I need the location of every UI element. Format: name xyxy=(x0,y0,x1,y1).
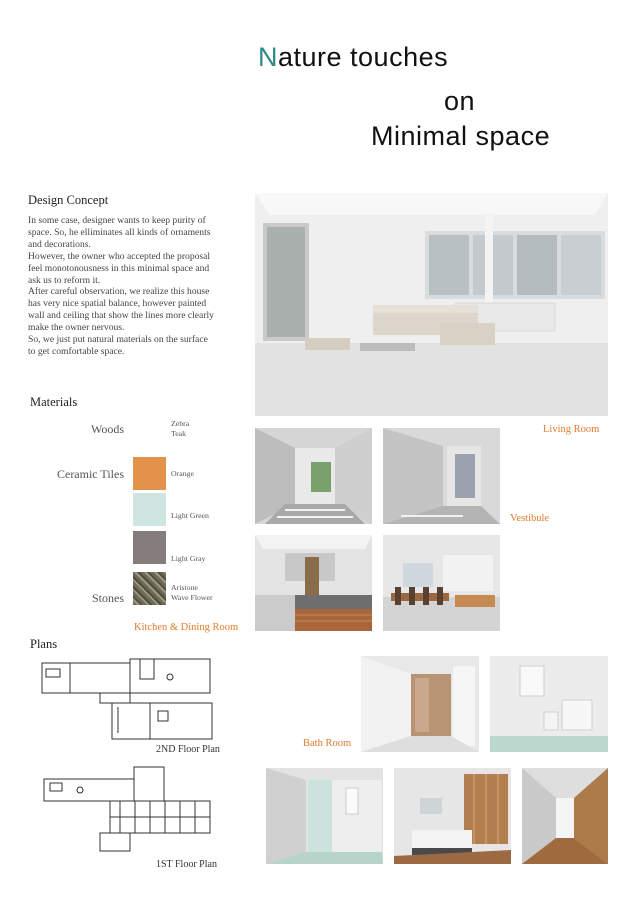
materials-heading: Materials xyxy=(30,395,78,409)
kitchen-dining-label: Kitchen & Dining Room xyxy=(134,622,239,633)
swatch-orange-name: Orange xyxy=(171,469,194,478)
living-room-label: Living Room xyxy=(543,424,600,435)
corridor-render xyxy=(522,768,608,864)
living-room-render xyxy=(255,193,608,416)
ceramic-tiles-label: Ceramic Tiles xyxy=(56,467,124,481)
swatch-light-gray xyxy=(133,531,166,564)
stones-label: Stones xyxy=(91,591,124,605)
swatch-light-green xyxy=(133,493,166,526)
title-accent-letter: N xyxy=(258,42,278,72)
vestibule-render-2 xyxy=(383,428,500,524)
swatch-orange xyxy=(133,457,166,490)
title-line-1 xyxy=(258,42,448,73)
second-floor-plan-drawing xyxy=(40,657,215,742)
title-line-3-c: space xyxy=(475,121,551,151)
first-floor-plan-label: 1ST Floor Plan xyxy=(156,859,217,870)
design-concept-body: In some case, designer wants to keep purity of space. So, he elliminates all kinds of ornaments and decorations. However, the owner who accepted the proposal feel monotonousness in this minimal space and ask us to reform it. After careful observation, we realize this house has very nice spatial balance, however painted wall and ceiling that show the lines more clearly make the owner nervous. So, we just put natural materials on the surface to get comfortable space. xyxy=(28,215,214,357)
plans-heading: Plans xyxy=(30,637,58,651)
title-line-2: on xyxy=(444,86,476,116)
bedroom-render xyxy=(394,768,511,864)
woods-material-name: Zebra Teak xyxy=(171,419,190,438)
title-line-3-a: Minima xyxy=(371,121,462,151)
first-floor-plan-drawing xyxy=(40,765,215,855)
bath-render-3 xyxy=(266,768,383,864)
swatch-light-green-name: Light Green xyxy=(171,511,209,520)
title-line-3-b: l xyxy=(461,121,468,151)
vestibule-render-1 xyxy=(255,428,372,524)
bath-room-label: Bath Room xyxy=(303,738,352,749)
swatch-stone-name: Aristone Wave Flower xyxy=(171,583,213,602)
second-floor-plan-label: 2ND Floor Plan xyxy=(156,744,220,755)
swatch-stone xyxy=(133,572,166,605)
design-concept-heading: Design Concept xyxy=(28,193,109,207)
woods-label: Woods xyxy=(90,422,124,436)
bath-render-2 xyxy=(490,656,608,752)
swatch-light-gray-name: Light Gray xyxy=(171,554,206,563)
title-line-3 xyxy=(371,121,550,152)
title-line-1-text: ature touches xyxy=(278,42,449,72)
kitchen-render-2 xyxy=(383,535,500,631)
bath-render-1 xyxy=(361,656,479,752)
vestibule-label: Vestibule xyxy=(510,513,550,524)
kitchen-render-1 xyxy=(255,535,372,631)
